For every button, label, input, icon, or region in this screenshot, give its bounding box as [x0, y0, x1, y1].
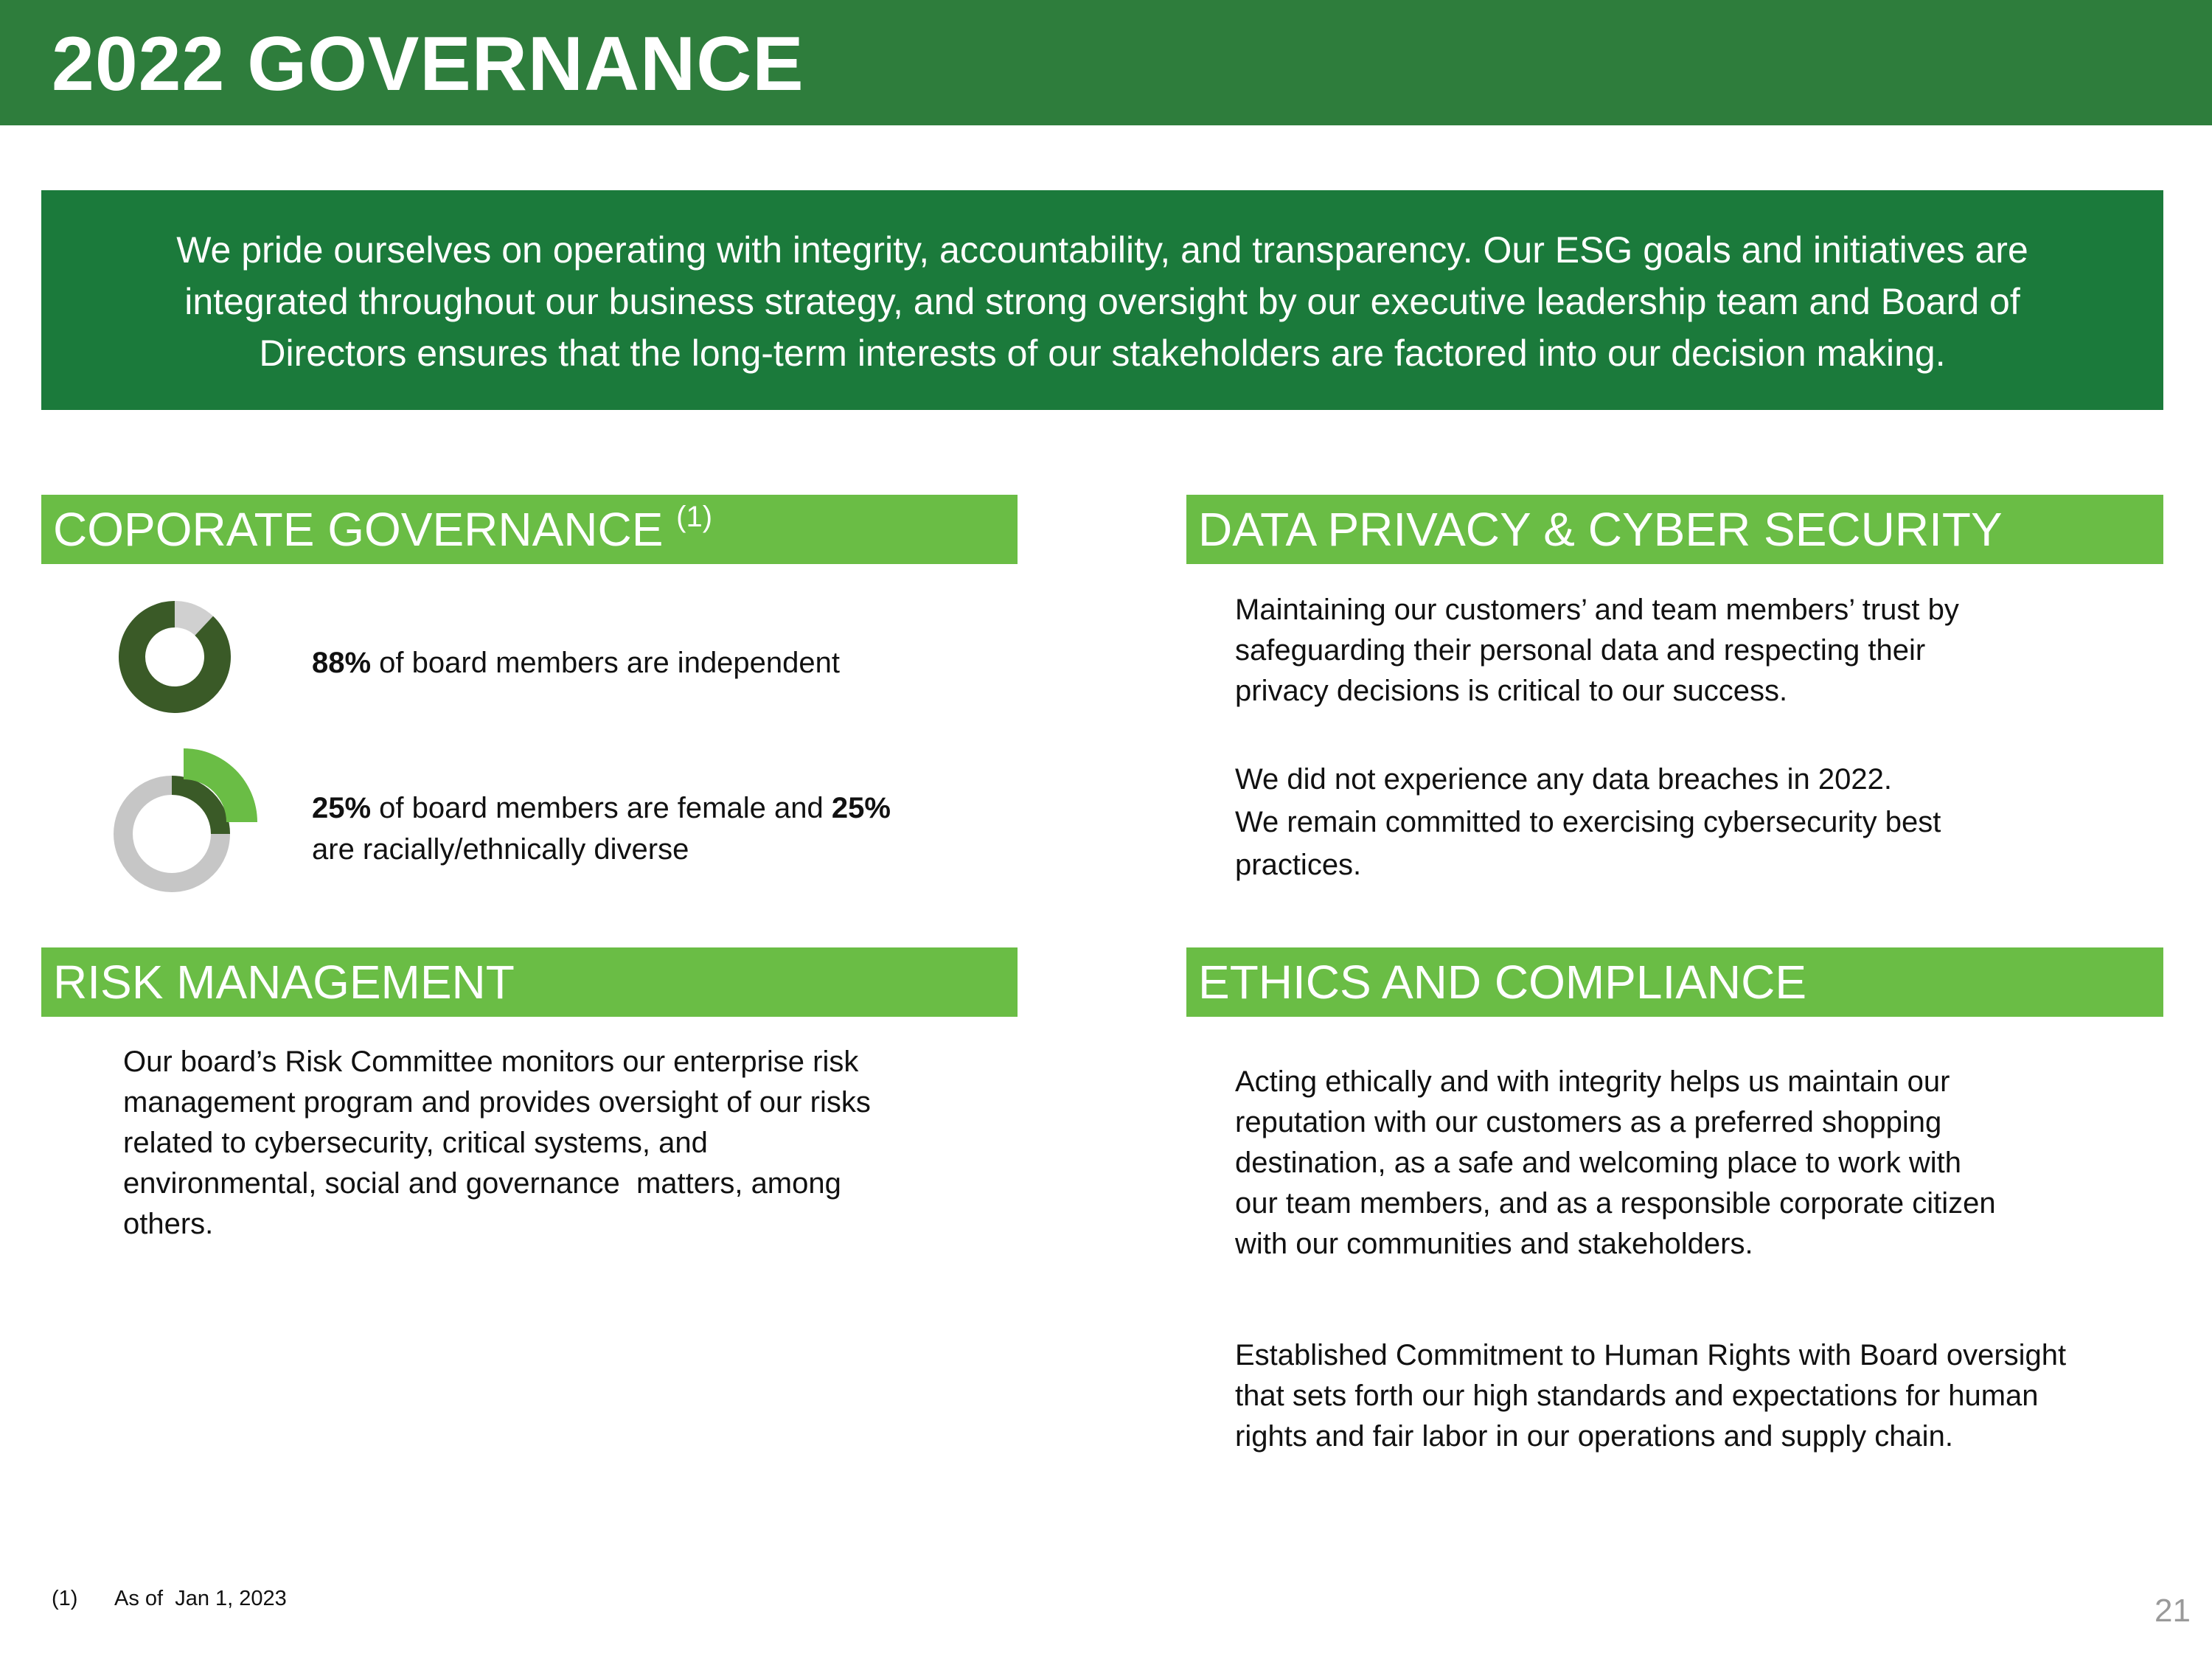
donut-chart-diversity [107, 747, 262, 902]
text-line: Maintaining our customers’ and team members’ trust by [1235, 594, 1959, 626]
footnote-marker: (1) [676, 501, 713, 533]
data-privacy-paragraph-1 [1235, 590, 1959, 712]
text-line: Acting ethically and with integrity helps us maintain our [1235, 1065, 1950, 1098]
text-line: Established Commitment to Human Rights with Board oversight [1235, 1339, 2067, 1371]
stat-text: of board members are female and [371, 792, 832, 824]
text-line: reputation with our customers as a preferred shopping [1235, 1106, 1942, 1138]
section-title: DATA PRIVACY & CYBER SECURITY [1198, 503, 2003, 556]
stat-text: of board members are independent [371, 647, 841, 679]
intro-line: We pride ourselves on operating with integrity, accountability, and transparency. Our ESG goals and initiatives are [176, 229, 2028, 271]
text-line: destination, as a safe and welcoming place to work with [1235, 1147, 1961, 1179]
ethics-paragraph-2 [1235, 1335, 2066, 1457]
donut-segment-female [172, 785, 220, 834]
intro-statement [41, 190, 2163, 410]
text-line: We did not experience any data breaches in 2022. [1235, 763, 1892, 796]
section-title: RISK MANAGEMENT [53, 956, 515, 1009]
stat-value: 25% [312, 792, 372, 824]
page-title: 2022 GOVERNANCE [52, 21, 804, 107]
text-line: Our board’s Risk Committee monitors our enterprise risk [123, 1046, 859, 1078]
stat-value: 25% [831, 792, 891, 824]
footnote-text: As of Jan 1, 2023 [114, 1587, 287, 1610]
text-line: our team members, and as a responsible corporate citizen [1235, 1187, 1996, 1220]
intro-line: integrated throughout our business strategy, and strong oversight by our executive leadership team and Board of [184, 281, 2020, 322]
footnote [52, 1587, 287, 1611]
text-line: We remain committed to exercising cybersecurity best [1235, 806, 1941, 838]
text-line: privacy decisions is critical to our success. [1235, 675, 1788, 707]
section-header-data-privacy [1186, 495, 2163, 564]
text-line: management program and provides oversight of our risks [123, 1086, 871, 1119]
section-header-ethics [1186, 947, 2163, 1017]
section-header-risk-management [41, 947, 1018, 1017]
text-line: related to cybersecurity, critical systems, and [123, 1127, 708, 1159]
footnote-number: (1) [52, 1587, 78, 1610]
text-line: with our communities and stakeholders. [1235, 1228, 1753, 1260]
text-line: others. [123, 1208, 214, 1240]
stat-diversity [312, 787, 891, 870]
text-line: practices. [1235, 849, 1362, 881]
section-title: ETHICS AND COMPLIANCE [1198, 956, 1807, 1009]
text-line: rights and fair labor in our operations and supply chain. [1235, 1420, 1953, 1453]
intro-line: Directors ensures that the long-term interests of our stakeholders are factored into our decision making. [259, 333, 1946, 374]
section-header-corporate-governance [41, 495, 1018, 564]
text-line: that sets forth our high standards and expectations for human [1235, 1380, 2039, 1412]
page-number: 21 [2154, 1593, 2191, 1629]
stat-value: 88% [312, 647, 372, 679]
data-privacy-paragraph-2 [1235, 758, 1941, 886]
risk-management-paragraph [123, 1042, 871, 1245]
section-title: COPORATE GOVERNANCE [53, 503, 664, 556]
text-line: environmental, social and governance matters, among [123, 1167, 841, 1200]
stat-text: are racially/ethnically diverse [312, 833, 689, 866]
donut-chart-independent [112, 594, 237, 720]
stat-independent [312, 642, 840, 684]
ethics-paragraph-1 [1235, 1062, 1996, 1265]
text-line: safeguarding their personal data and respecting their [1235, 634, 1926, 667]
